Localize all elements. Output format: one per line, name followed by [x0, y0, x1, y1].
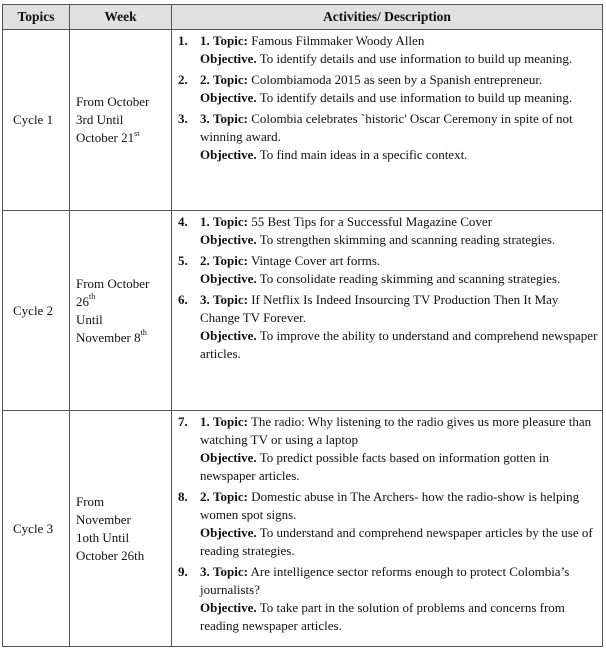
header-row	[3, 5, 603, 30]
topic-text: Vintage Cover art forms.	[250, 253, 381, 268]
objective-label: Objective.	[200, 51, 257, 66]
table-row-cycle-1	[3, 30, 603, 211]
objective-label: Objective.	[200, 525, 257, 540]
topic-text: Colombia celebrates `historic' Oscar Ceremony in spite of not winning award.	[200, 111, 573, 144]
week-line: 26	[76, 293, 89, 309]
item-subnumber: 1.	[200, 214, 210, 229]
activity-item: 8. 2. Topic: Domestic abuse in The Archers- how the radio-show is helping women spot signs. Objective. To understand and comprehend newspaper articles by the use of reading strategies.	[178, 489, 593, 558]
topic-text: 55 Best Tips for a Successful Magazine Cover	[251, 214, 493, 229]
item-number: 5.	[178, 253, 188, 268]
item-number: 7.	[178, 414, 188, 429]
week-range	[70, 30, 172, 211]
item-subnumber: 2.	[200, 489, 210, 504]
activity-item: 1. 1. Topic: Famous Filmmaker Woody Allen Objective. To identify details and use information to build up meaning.	[178, 33, 573, 66]
week-line: November	[76, 511, 131, 527]
item-number: 9.	[178, 564, 188, 579]
activity-list	[178, 413, 598, 635]
activity-list	[178, 32, 598, 164]
topic-label: Topic	[213, 72, 244, 87]
week-line: From	[76, 493, 105, 509]
topic-label: Topic	[213, 33, 244, 48]
topic-text: Domestic abuse in The Archers- how the radio-show is helping women spot signs.	[200, 489, 580, 522]
item-subnumber: 3.	[200, 292, 210, 307]
header-activities: Activities/ Description	[172, 5, 603, 30]
item-subnumber: 2.	[200, 72, 210, 87]
topic-label: Topic	[213, 489, 244, 504]
objective-label: Objective.	[200, 450, 257, 465]
item-subnumber: 2.	[200, 253, 210, 268]
week-line: November 8	[76, 329, 141, 345]
week-line: 1oth Until	[76, 529, 130, 545]
item-number: 8.	[178, 489, 188, 504]
objective-label: Objective.	[200, 271, 257, 286]
objective-text: To identify details and use information to build up meaning.	[259, 51, 573, 66]
activity-item: 4. 1. Topic: 55 Best Tips for a Successful Magazine Cover Objective. To strengthen skimming and scanning reading strategies.	[178, 214, 556, 247]
week-suffix: th	[89, 292, 96, 302]
objective-label: Objective.	[200, 600, 257, 615]
header-topics: Topics	[3, 5, 70, 30]
topic-text: Colombiamoda 2015 as seen by a Spanish entrepreneur.	[251, 72, 543, 87]
week-line: From October	[76, 94, 150, 109]
topic-text: If Netflix Is Indeed Insourcing TV Production Then It May Change TV Forever.	[200, 292, 559, 325]
item-number: 4.	[178, 214, 188, 229]
item-subnumber: 1.	[200, 414, 210, 429]
activity-item: 3. 3. Topic: Colombia celebrates `historic' Oscar Ceremony in spite of not winning award. Objective. To find main ideas in a specific context.	[178, 111, 573, 162]
cycle-name: Cycle 3	[3, 411, 70, 647]
week-line: 3rd Until	[76, 112, 124, 127]
topic-label: Topic	[213, 414, 244, 429]
week-line: October 21	[76, 130, 135, 145]
week-line: October 26th	[76, 547, 145, 563]
week-range	[70, 411, 172, 647]
cycle-name: Cycle 1	[3, 30, 70, 211]
week-suffix: th	[140, 328, 147, 338]
topic-label: Topic	[213, 214, 244, 229]
topic-label: Topic	[213, 253, 244, 268]
objective-text: To improve the ability to understand and comprehend newspaper articles.	[200, 328, 598, 361]
week-range	[70, 211, 172, 411]
objective-text: To take part in the solution of problems and concerns from reading newspaper articles.	[200, 600, 565, 633]
activity-list	[178, 213, 598, 363]
topic-label: Topic	[213, 564, 244, 579]
objective-text: To strengthen skimming and scanning reading strategies.	[259, 232, 556, 247]
week-line: Until	[76, 311, 103, 327]
objective-label: Objective.	[200, 328, 257, 343]
topic-text: Famous Filmmaker Woody Allen	[251, 33, 425, 48]
objective-text: To predict possible facts based on information gotten in newspaper articles.	[200, 450, 550, 483]
objective-label: Objective.	[200, 90, 257, 105]
item-number: 3.	[178, 111, 188, 126]
activity-item: 5. 2. Topic: Vintage Cover art forms. Objective. To consolidate reading skimming and scanning strategies.	[178, 253, 561, 286]
item-number: 6.	[178, 292, 188, 307]
week-line: From October	[76, 275, 150, 291]
activity-item: 6. 3. Topic: If Netflix Is Indeed Insourcing TV Production Then It May Change TV Forever. Objective. To improve the ability to understand and comprehend newspaper articles.	[178, 292, 598, 361]
item-subnumber: 3.	[200, 564, 210, 579]
activities-cell	[172, 30, 603, 211]
objective-label: Objective.	[200, 232, 257, 247]
table-row-cycle-2	[3, 211, 603, 411]
activity-item: 2. 2. Topic: Colombiamoda 2015 as seen by a Spanish entrepreneur. Objective. To identify details and use information to build up meaning.	[178, 72, 573, 105]
activities-table	[2, 4, 603, 647]
topic-label: Topic	[213, 292, 244, 307]
cycle-name: Cycle 2	[3, 211, 70, 411]
objective-text: To identify details and use information to build up meaning.	[259, 90, 573, 105]
item-number: 1.	[178, 33, 188, 48]
item-number: 2.	[178, 72, 188, 87]
objective-text: To find main ideas in a specific context.	[259, 147, 468, 162]
objective-text: To consolidate reading skimming and scanning strategies.	[259, 271, 561, 286]
activity-item: 9. 3. Topic: Are intelligence sector reforms enough to protect Colombia’s journalists? Objective. To take part in the solution of problems and concerns from reading newspaper articles.	[178, 564, 570, 633]
objective-text: To understand and comprehend newspaper articles by the use of reading strategies.	[200, 525, 593, 558]
table-row-cycle-3	[3, 411, 603, 647]
topic-label: Topic	[213, 111, 244, 126]
activities-cell	[172, 411, 603, 647]
activity-item: 7. 1. Topic: The radio: Why listening to the radio gives us more pleasure than watching TV or using a laptop Objective. To predict possible facts based on information gotten in newspaper articles.	[178, 414, 592, 483]
week-suffix: st	[134, 128, 140, 138]
item-subnumber: 1.	[200, 33, 210, 48]
item-subnumber: 3.	[200, 111, 210, 126]
topic-text: The radio: Why listening to the radio gives us more pleasure than watching TV or using a laptop	[200, 414, 592, 447]
objective-label: Objective.	[200, 147, 257, 162]
topic-text: Are intelligence sector reforms enough to protect Colombia’s journalists?	[200, 564, 570, 597]
header-week: Week	[70, 5, 172, 30]
activities-cell	[172, 211, 603, 411]
